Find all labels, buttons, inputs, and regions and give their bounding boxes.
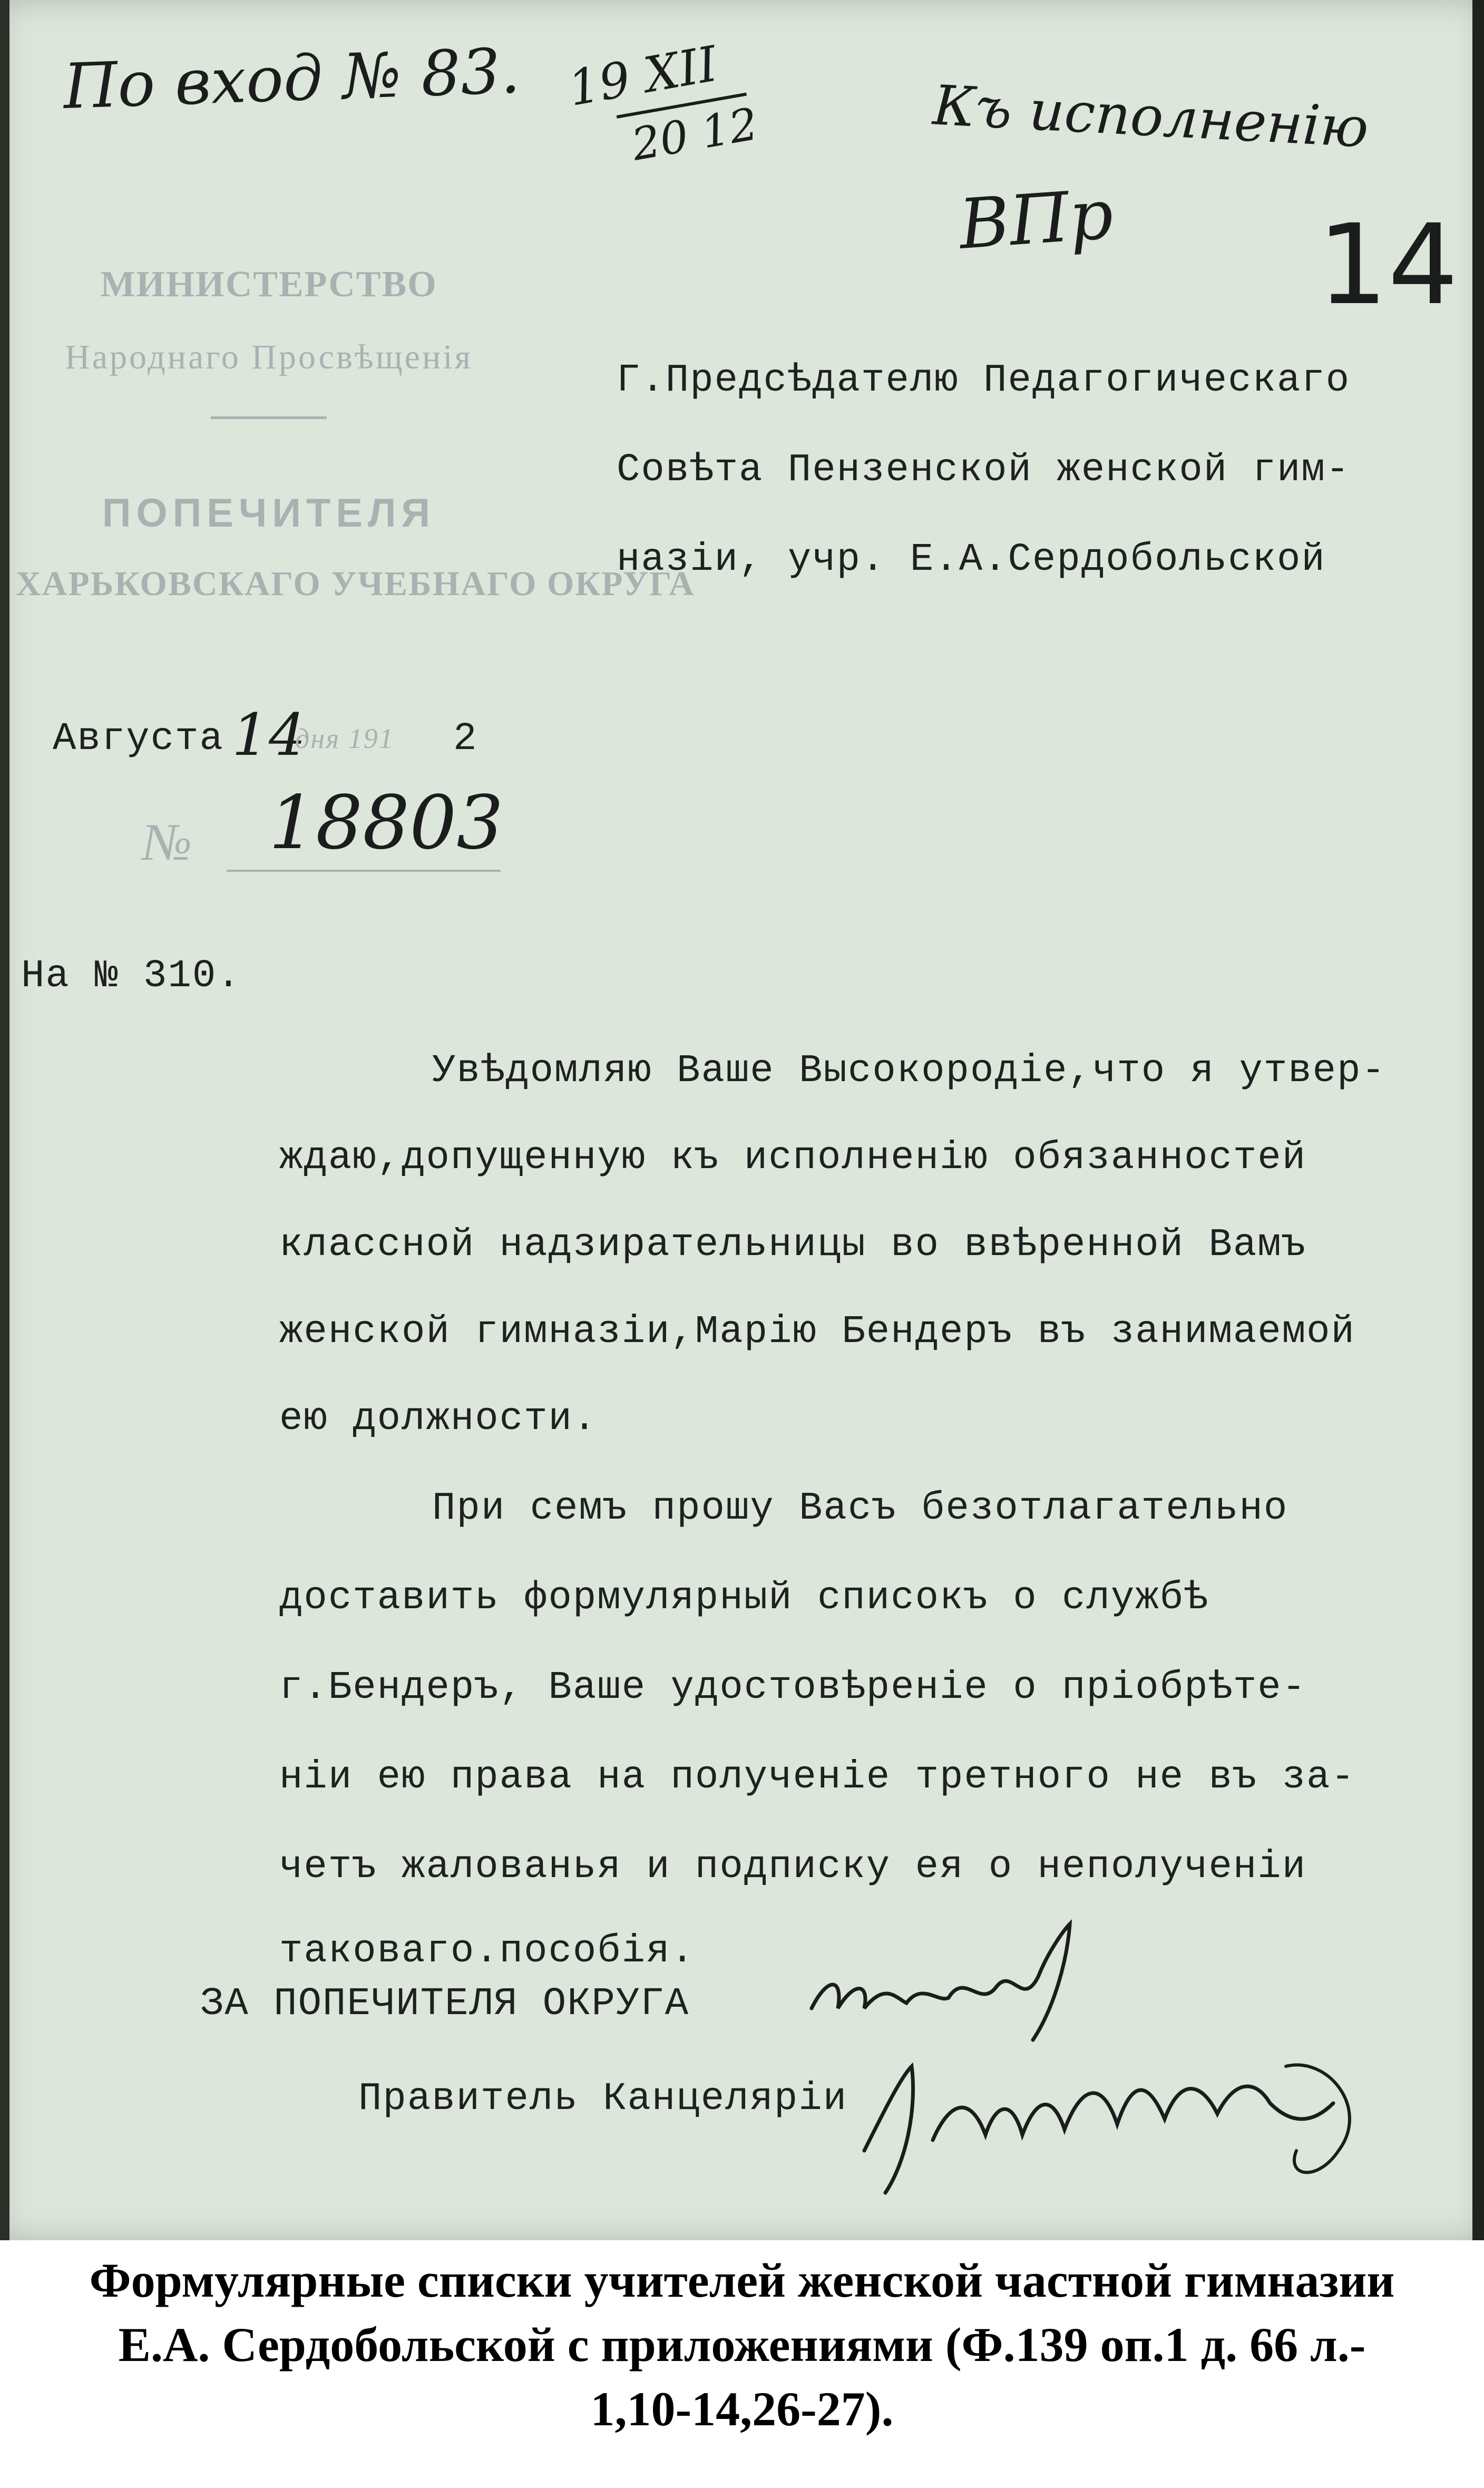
date-fraction-bottom: 20 12 xyxy=(628,98,762,171)
addressee-line-2: Совѣта Пензенской женской гим- xyxy=(617,448,1351,492)
addressee-line-1: Г.Предсѣдателю Педагогическаго xyxy=(617,358,1351,403)
body-line: Увѣдомляю Ваше Высокородiе,что я утвер- xyxy=(432,1049,1386,1093)
body-line: нiи ею права на полученiе третного не въ за- xyxy=(279,1755,1355,1800)
caption-line: Формулярные списки учителей женской частной гимназии xyxy=(89,2253,1395,2307)
body-line: ждаю,допущенную къ исполненiю обязанностей xyxy=(279,1136,1307,1180)
body-line: женской гимназiи,Марiю Бендеръ въ занимаемой xyxy=(279,1310,1355,1354)
body-line: таковаго.пособiя. xyxy=(279,1929,695,1974)
resolution-note: Къ исполненiю xyxy=(931,73,1370,160)
caption-line: 1,10-14,26-27). xyxy=(590,2382,894,2436)
outgoing-number: 18803 xyxy=(269,780,504,866)
signature-scribble-2 xyxy=(854,2045,1381,2203)
body-line: г.Бендеръ, Ваше удостовѣренiе о прiобрѣте- xyxy=(279,1666,1307,1710)
signature-scribble-1 xyxy=(806,1919,1112,2045)
reference-number: На № 310. xyxy=(21,954,241,998)
date-day: 14 xyxy=(232,701,306,769)
signature-clerk-line: Правитель Канцелярiи xyxy=(358,2077,848,2121)
year-digit: 2 xyxy=(453,717,478,761)
signature-for-line: ЗА ПОПЕЧИТЕЛЯ ОКРУГА xyxy=(200,1982,690,2026)
addressee-line-3: назiи, учр. Е.А.Сердобольской xyxy=(617,538,1326,582)
body-line: четъ жалованья и подписку ея о неполученiи xyxy=(279,1845,1307,1889)
body-line: При семъ прошу Васъ безотлагательно xyxy=(432,1486,1288,1531)
date-month: Августа xyxy=(53,717,224,761)
stamp-rule xyxy=(211,416,327,419)
document-caption xyxy=(0,2248,1484,2441)
date-fraction-top: 19 XII xyxy=(564,35,722,118)
date-fraction-note xyxy=(559,24,801,198)
incoming-number-note: По вход № 83. xyxy=(62,34,522,123)
stamp-office-line2: ХАРЬКОВСКАГО УЧЕБНАГО ОКРУГА xyxy=(16,565,695,603)
stamp-ministry-line1: МИНИСТЕРСТВО xyxy=(100,264,437,305)
body-line: ею должности. xyxy=(279,1397,598,1441)
number-underline xyxy=(227,870,501,872)
caption-line: Е.А. Сердобольской с приложениями (Ф.139 оп.1 д. 66 л.- xyxy=(118,2318,1366,2372)
stamp-office-line1: ПОПЕЧИТЕЛЯ xyxy=(102,491,436,536)
stamp-ministry-line2: Народнаго Просвѣщенія xyxy=(65,338,473,376)
number-label: № xyxy=(142,813,193,871)
page-number: 14 xyxy=(1317,200,1459,329)
body-line: классной надзирательницы во ввѣренной Вамъ xyxy=(279,1223,1307,1267)
body-line: доставить формулярный списокъ о службѣ xyxy=(279,1576,1209,1620)
year-prefix: дня 191 xyxy=(295,723,394,754)
resolution-initials: ВПр xyxy=(956,173,1116,265)
